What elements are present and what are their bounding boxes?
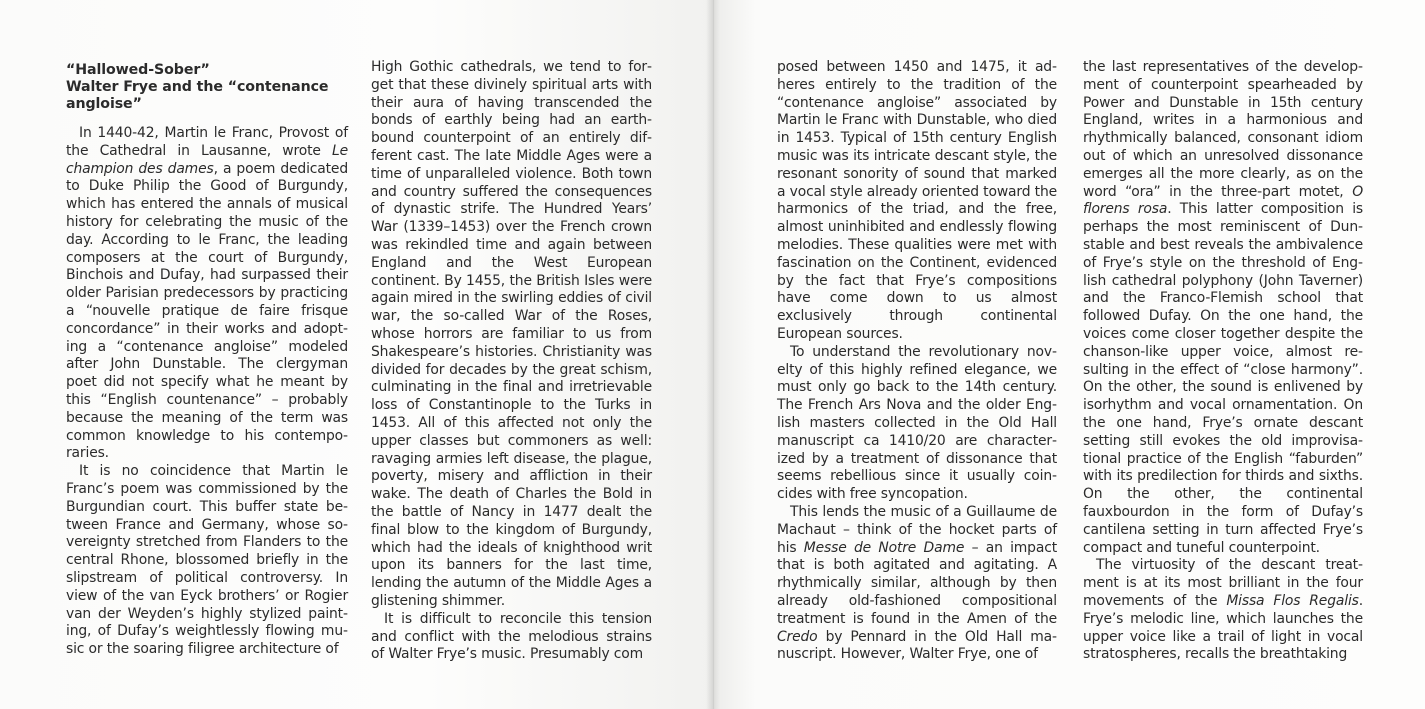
- book-gutter: [706, 0, 720, 709]
- column-1: [66, 59, 348, 659]
- paragraph: [1083, 557, 1363, 664]
- column-4: [1083, 59, 1363, 664]
- article-heading: [66, 62, 348, 113]
- paragraph: To understand the revolutionary novelty of this highly refined elegance, we must only go back to the 14th century. The French Ars Nova and the older English masters collected in the Old Hall manuscript ca 1410/20 are characterized by a treatment of dissonance that seems rebellious since it usually coincides with free syncopation.: [777, 343, 1057, 503]
- text-run: In 1440-42, Martin le Franc, Provost of the Cathedral in Lausanne, wrote: [66, 125, 348, 159]
- paragraph: It is difficult to reconcile this tension and conflict with the melodious strains of Walter Frye’s music. Presumably com: [371, 610, 652, 663]
- italic-title: Missa Flos Regalis: [1226, 592, 1359, 609]
- paragraph: posed between 1450 and 1475, it adheres entirely to the tradition of the “contenance angloise” associated by Martin le Franc with Dunstable, who died in 1453. Typical of 15th century English music was its intricate descant style, the resonant sonority of sound that marked a vocal style already oriented toward the harmonics of the triad, and the free, almost uninhibited and endlessly flowing melodies. These qualities were met with fascination on the Continent, evidenced by the fact that Frye’s compositions have come down to us almost exclusively through continental European sources.: [777, 59, 1057, 342]
- paragraph: It is no coincidence that Martin le Franc’s poem was commissioned by the Burgundian court. This buffer state between France and Germany, whose sovereignty stretched from Flanders to the central Rhone, blossomed briefly in the slipstream of political controversy. In view of the van Eyck brothers’ or Rogier van der Weyden’s highly stylized painting, of Dufay’s weightlessly flowing music or the soaring filigree architecture of: [66, 463, 348, 658]
- text-run: by Pennard in the Old Hall manuscript. However, Walter Frye, one of: [777, 628, 1057, 663]
- paragraph: [1083, 59, 1363, 557]
- text-run: – an impact that is both agitated and agitating. A rhythmically similar, although by then already old-fashioned compositional treatment is found in the Amen of the: [777, 539, 1057, 627]
- text-run: , a poem dedicated to Duke Philip the Good of Burgundy, which has entered the annals of musical history for celebrating the music of the day. According to le Franc, the leading composers at the court of Burgundy, Binchois and Dufay, had surpassed their older Parisian predecessors by practicing a “nouvelle pratique de faire frisque concordance” in their works and adopting a “contenance angloise” modeled after John Dunstable. The clergyman poet did not specify what he meant by this “English countenance” – probably because the meaning of the term was common knowledge to his contemporaries.: [66, 160, 348, 462]
- paragraph: High Gothic cathedrals, we tend to forget that these divinely spiritual arts with their aura of having transcended the bonds of earthly being had an earthbound counterpoint of an entirely different cast. The late Middle Ages were a time of unparalleled violence. Both town and country suffered the consequences of dynastic strife. The Hundred Years’ War (1339–1453) over the French crown was rekindled time and again between England and the West European continent. By 1455, the British Isles were again mired in the swirling eddies of civil war, the so-called War of the Roses, whose horrors are familiar to us from Shakespeare’s histories. Christianity was divided for decades by the great schism, culminating in the final and irretrievable loss of Constantinople to the Turks in 1453. All of this affected not only the upper classes but commoners as well: ravaging armies left disease, the plague, poverty, misery and affliction in their wake. The death of Charles the Bold in the battle of Nancy in 1477 dealt the final blow to the kingdom of Burgundy, which had the ideals of knighthood writ upon its banners for the last time, lending the autumn of the Middle Ages a glistening shimmer.: [371, 59, 652, 609]
- left-page: [0, 0, 712, 709]
- italic-title: Credo: [777, 628, 818, 645]
- text-run: . This latter composition is perhaps the most reminiscent of Dunstable and best reveals the ambivalence of Frye’s style on the threshold of English cathedral polyphony (John Taverner) and the Franco-Flemish school that followed Dufay. On the one hand, the voices come closer together despite the chanson-like upper voice, almost resulting in the effect of “close harmony”. On the other, the sound is enlivened by isorhythm and vocal ornamentation. On the one hand, Frye’s ornate descant setting still evokes the old improvisational practice of the English “faburden” with its predilection for thirds and sixths. On the other, the continental fauxbourdon in the form of Dufay’s cantilena setting in turn affected Frye’s compact and tuneful counterpoint.: [1083, 201, 1363, 556]
- column-3: [777, 59, 1057, 664]
- heading-line-2: Walter Frye and the “contenance angloise”: [66, 79, 329, 112]
- heading-line-1: “Hallowed-Sober”: [66, 62, 210, 78]
- text-run: This lends the music of a Guillaume de Machaut – think of the hocket parts of his: [777, 503, 1057, 556]
- paragraph: [66, 125, 348, 463]
- italic-title: Messe de Notre Dame: [803, 539, 965, 556]
- text-run: The virtuosity of the descant treatment is at its most brilliant in the four movements of the: [1083, 557, 1363, 609]
- column-2: [371, 59, 652, 664]
- italic-title: O florens rosa: [1083, 183, 1363, 218]
- text-run: . Frye’s melodic line, which launches the upper voice like a trail of light in vocal stratospheres, recalls the breathtaking: [1083, 592, 1364, 663]
- italic-title: Le champion des dames: [66, 142, 348, 177]
- text-run: the last representatives of the development of counterpoint spearheaded by Power and Dunstable in 15th century England, writes in a harmonious and rhythmically balanced, consonant idiom out of which an unresolved dissonance emerges all the more clearly, as on the word “ora” in the three-part motet,: [1083, 59, 1363, 200]
- paragraph: [777, 504, 1057, 664]
